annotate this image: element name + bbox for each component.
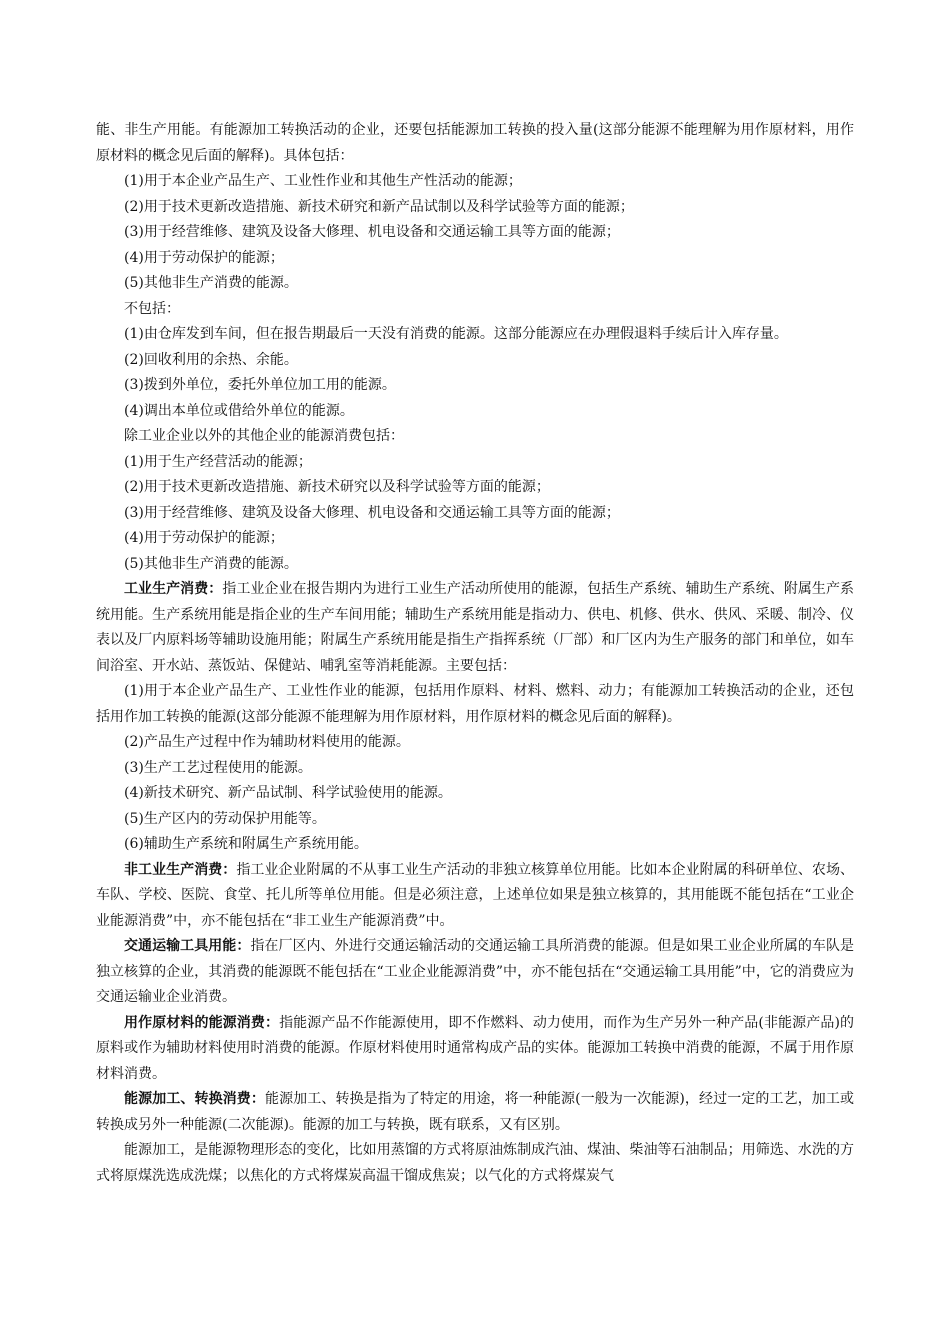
paragraph <box>96 399 854 425</box>
paragraph <box>96 322 854 348</box>
paragraph <box>96 807 854 833</box>
paragraph <box>96 118 854 169</box>
definition-paragraph <box>96 1087 854 1138</box>
paragraph <box>96 297 854 323</box>
paragraph-text: (4)调出本单位或借给外单位的能源。 <box>124 402 354 419</box>
paragraph-text: (3)拨到外单位，委托外单位加工用的能源。 <box>124 377 396 393</box>
paragraph <box>96 501 854 527</box>
paragraph-text: (2)回收利用的余热、余能。 <box>124 351 298 368</box>
definition-paragraph <box>96 858 854 935</box>
definition-paragraph <box>96 1011 854 1088</box>
term-heading: 交通运输工具用能： <box>124 938 251 954</box>
paragraph <box>96 348 854 374</box>
paragraph <box>96 373 854 399</box>
paragraph <box>96 781 854 807</box>
paragraph <box>96 552 854 578</box>
paragraph <box>96 195 854 221</box>
paragraph <box>96 1138 854 1189</box>
paragraph-text: 指能源产品不作能源使用，即不作燃料、动力使用，而作为生产另外一种产品(非能源产品)的原料或作为辅助材料使用时消费的能源。作原材料使用时通常构成产品的实体。能源加工转换中消费的能源，不属于用作原材料消费。 <box>96 1014 855 1082</box>
paragraph-text: 能、非生产用能。有能源加工转换活动的企业，还要包括能源加工转换的投入量(这部分能源不能理解为用作原材料，用作原材料的概念见后面的解释)。具体包括： <box>96 122 854 164</box>
paragraph-text: 指工业企业在报告期内为进行工业生产活动所使用的能源，包括生产系统、辅助生产系统、附属生产系统用能。生产系统用能是指企业的生产车间用能；辅助生产系统用能是指动力、供电、机修、供水、供风、采暖、制冷、仪表以及厂内原料场等辅助设施用能；附属生产系统用能是指生产指挥系统（厂部）和厂区内为生产服务的部门和单位，如车间浴室、开水站、蒸饭站、保健站、哺乳室等消耗能源。主要包括： <box>96 581 855 674</box>
paragraph-text: 除工业企业以外的其他企业的能源消费包括： <box>124 428 404 444</box>
paragraph <box>96 526 854 552</box>
paragraph-text: (5)其他非生产消费的能源。 <box>124 555 298 572</box>
term-heading: 工业生产消费： <box>124 581 223 597</box>
paragraph-text: 能源加工、转换是指为了特定的用途，将一种能源(一般为一次能源)，经过一定的工艺，加工或转换成另外一种能源(二次能源)。能源的加工与转换，既有联系，又有区别。 <box>96 1091 855 1133</box>
paragraph <box>96 450 854 476</box>
definition-paragraph <box>96 934 854 1011</box>
paragraph <box>96 271 854 297</box>
paragraph-text: (1)用于本企业产品生产、工业性作业的能源，包括用作原料、材料、燃料、动力；有能源加工转换活动的企业，还包括用作加工转换的能源(这部分能源不能理解为用作原材料，用作原材料的概念见后面的解释)。 <box>96 683 854 725</box>
paragraph-text: (2)产品生产过程中作为辅助材料使用的能源。 <box>124 734 410 750</box>
paragraph <box>96 832 854 858</box>
definition-paragraph <box>96 577 854 679</box>
paragraph-text: 能源加工，是能源物理形态的变化，比如用蒸馏的方式将原油炼制成汽油、煤油、柴油等石油制品；用筛选、水洗的方式将原煤洗选成洗煤；以焦化的方式将煤炭高温干馏成焦炭；以气化的方式将煤炭气 <box>96 1142 854 1184</box>
paragraph-text: 不包括： <box>124 300 180 317</box>
paragraph-text: 指工业企业附属的不从事工业生产活动的非独立核算单位用能。比如本企业附属的科研单位、农场、车队、学校、医院、食堂、托儿所等单位用能。但是必须注意，上述单位如果是独立核算的，其用能既不能包括在“工业企业能源消费”中，亦不能包括在“非工业生产能源消费”中。 <box>96 861 855 929</box>
paragraph-text: (1)用于生产经营活动的能源； <box>124 453 312 470</box>
paragraph <box>96 679 854 730</box>
paragraph-text: (3)用于经营维修、建筑及设备大修理、机电设备和交通运输工具等方面的能源； <box>124 224 620 240</box>
paragraph-text: (2)用于技术更新改造措施、新技术研究以及科学试验等方面的能源； <box>124 479 550 495</box>
paragraph-text: (2)用于技术更新改造措施、新技术研究和新产品试制以及科学试验等方面的能源； <box>124 198 634 215</box>
paragraph-text: (3)生产工艺过程使用的能源。 <box>124 759 312 776</box>
paragraph-text: 指在厂区内、外进行交通运输活动的交通运输工具所消费的能源。但是如果工业企业所属的车队是独立核算的企业，其消费的能源既不能包括在“工业企业能源消费”中，亦不能包括在“交通运输工具用能”中，它的消费应为交通运输业企业消费。 <box>96 938 855 1005</box>
paragraph-text: (5)其他非生产消费的能源。 <box>124 275 298 291</box>
term-heading: 能源加工、转换消费： <box>124 1091 265 1107</box>
term-heading: 用作原材料的能源消费： <box>124 1014 280 1031</box>
paragraph-text: (1)由仓库发到车间，但在报告期最后一天没有消费的能源。这部分能源应在办理假退料手续后计入库存量。 <box>124 326 788 342</box>
paragraph <box>96 475 854 501</box>
paragraph-text: (4)新技术研究、新产品试制、科学试验使用的能源。 <box>124 785 452 801</box>
paragraph-text: (4)用于劳动保护的能源； <box>124 530 284 546</box>
paragraph <box>96 424 854 450</box>
paragraph-text: (4)用于劳动保护的能源； <box>124 249 284 266</box>
paragraph-text: (1)用于本企业产品生产、工业性作业和其他生产性活动的能源； <box>124 173 522 189</box>
paragraph-text: (5)生产区内的劳动保护用能等。 <box>124 810 326 827</box>
paragraph <box>96 220 854 246</box>
paragraph-text: (6)辅助生产系统和附属生产系统用能。 <box>124 836 368 852</box>
paragraph <box>96 756 854 782</box>
paragraph <box>96 169 854 195</box>
paragraph <box>96 246 854 272</box>
paragraph <box>96 730 854 756</box>
paragraph-text: (3)用于经营维修、建筑及设备大修理、机电设备和交通运输工具等方面的能源； <box>124 504 620 521</box>
term-heading: 非工业生产消费： <box>124 861 237 878</box>
